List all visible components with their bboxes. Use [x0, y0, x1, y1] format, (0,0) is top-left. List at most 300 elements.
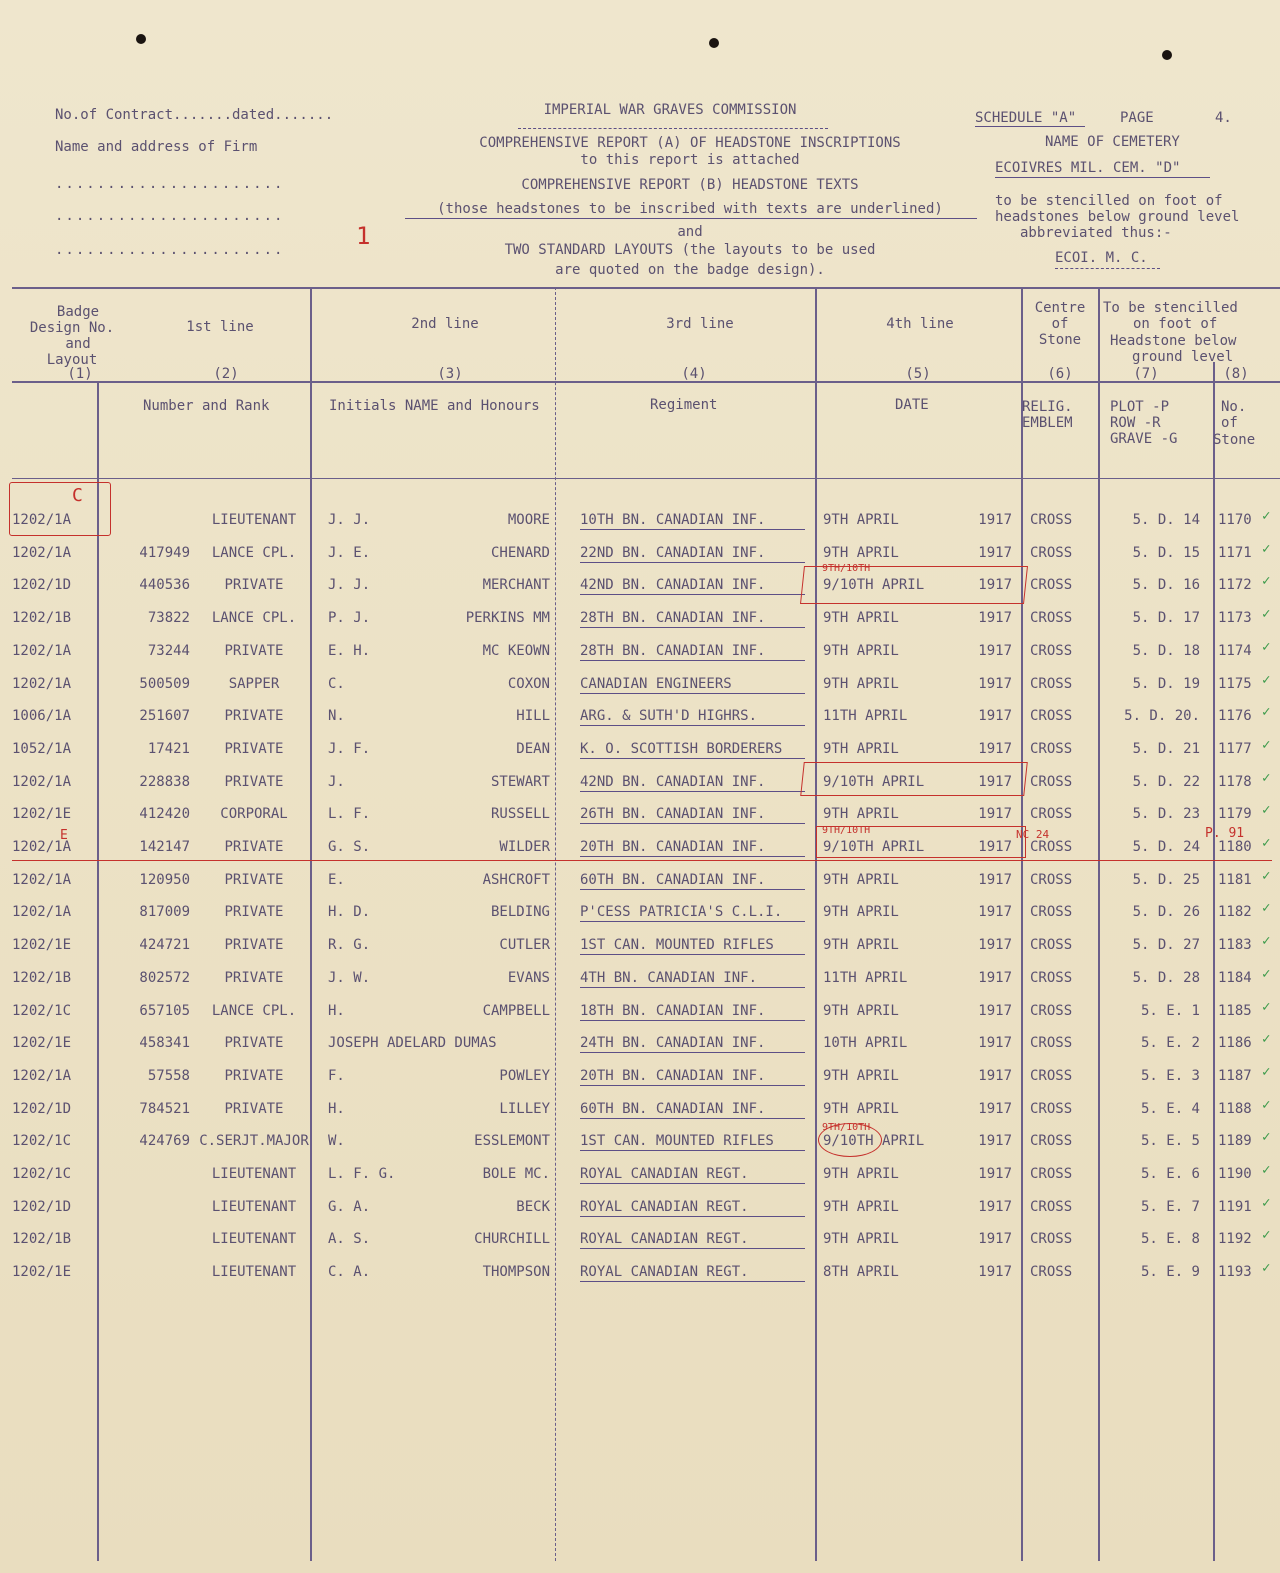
- cell-badge: 1202/1A: [12, 676, 72, 692]
- cell-emblem: CROSS: [1030, 610, 1073, 626]
- body-top-rule: [12, 478, 1280, 479]
- cell-emblem: CROSS: [1030, 676, 1073, 692]
- sub-header-emblem: RELIG.: [1022, 399, 1073, 415]
- schedule-label: SCHEDULE "A": [975, 110, 1077, 126]
- cell-name: MC KEOWN: [482, 643, 550, 659]
- col-number: (3): [437, 366, 463, 382]
- cell-name: WILDER: [499, 839, 550, 855]
- cell-grave: 5. D. 17: [1132, 610, 1200, 626]
- cell-name: CHENARD: [490, 545, 550, 561]
- cell-emblem: CROSS: [1030, 774, 1073, 790]
- cell-name: PERKINS MM: [465, 610, 550, 626]
- cell-initials: L. F.: [328, 806, 371, 822]
- sub-header-regiment: Regiment: [650, 397, 718, 413]
- cell-date: 9TH APRIL: [823, 1101, 899, 1117]
- cell-stone: 1190: [1218, 1166, 1252, 1182]
- col-divider: [97, 381, 99, 1561]
- cell-initials: J. J.: [328, 512, 371, 528]
- check-mark-icon: ✓: [1262, 639, 1271, 655]
- cell-initials: G. A.: [328, 1199, 371, 1215]
- cell-name: MOORE: [507, 512, 550, 528]
- layouts-line-2: are quoted on the badge design).: [555, 262, 825, 278]
- col-header-2nd: 2nd line: [411, 316, 479, 332]
- cell-rank: PRIVATE: [224, 1101, 284, 1117]
- cell-number: 440536: [139, 577, 190, 593]
- rule: [518, 128, 828, 130]
- check-mark-icon: ✓: [1262, 737, 1271, 753]
- cell-year: 1917: [978, 904, 1012, 920]
- check-mark-icon: ✓: [1262, 1031, 1271, 1047]
- col-header-3rd: 3rd line: [666, 316, 734, 332]
- cemetery-label: NAME OF CEMETERY: [1045, 134, 1180, 150]
- cell-regiment: 42ND BN. CANADIAN INF.: [580, 774, 766, 790]
- check-mark-icon: ✓: [1262, 606, 1271, 622]
- cell-rank: LIEUTENANT: [211, 1199, 297, 1215]
- regiment-underline: [580, 1248, 805, 1249]
- cell-year: 1917: [978, 806, 1012, 822]
- cell-emblem: CROSS: [1030, 1166, 1073, 1182]
- sub-header-name: Initials NAME and Honours: [329, 398, 540, 414]
- date-correction: 9TH/10TH: [822, 1122, 871, 1133]
- cell-badge: 1202/1B: [12, 610, 72, 626]
- sub-header-stone: Stone: [1213, 432, 1256, 448]
- cell-number: 817009: [139, 904, 190, 920]
- cell-rank: PRIVATE: [224, 904, 284, 920]
- cell-rank: PRIVATE: [224, 643, 284, 659]
- cell-year: 1917: [978, 1199, 1012, 1215]
- regiment-underline: [580, 725, 805, 726]
- cell-badge: 1202/1E: [12, 1035, 72, 1051]
- punch-hole: [136, 34, 146, 44]
- cell-date: 9TH APRIL: [823, 643, 899, 659]
- and-label: and: [677, 224, 703, 240]
- cell-date: 9TH APRIL: [823, 1166, 899, 1182]
- cell-stone: 1183: [1218, 937, 1252, 953]
- cell-date: 9TH APRIL: [823, 872, 899, 888]
- sub-header-date: DATE: [895, 397, 929, 413]
- cell-year: 1917: [978, 741, 1012, 757]
- date-correction: 9TH/10TH: [822, 825, 871, 836]
- regiment-underline: [580, 1183, 805, 1184]
- cell-initials: J. W.: [328, 970, 371, 986]
- page-number: 4.: [1215, 110, 1232, 126]
- cell-emblem: CROSS: [1030, 512, 1073, 528]
- cell-name: DEAN: [516, 741, 550, 757]
- cell-grave: 5. D. 23: [1132, 806, 1200, 822]
- contract-line: No.of Contract.......dated.......: [55, 107, 334, 123]
- cell-stone: 1191: [1218, 1199, 1252, 1215]
- col-header-centre: of: [1051, 316, 1069, 332]
- cell-rank: PRIVATE: [224, 741, 284, 757]
- cell-number: 424769: [139, 1133, 190, 1149]
- cell-grave: 5. D. 20.: [1124, 708, 1200, 724]
- cell-rank: PRIVATE: [224, 774, 284, 790]
- cell-stone: 1188: [1218, 1101, 1252, 1117]
- cell-rank: PRIVATE: [224, 708, 284, 724]
- cell-name: BELDING: [490, 904, 550, 920]
- red-strike-line: [12, 860, 1272, 861]
- col-header-badge: Layout: [46, 352, 98, 368]
- cell-year: 1917: [978, 839, 1012, 855]
- cell-regiment: 60TH BN. CANADIAN INF.: [580, 1101, 766, 1117]
- cell-year: 1917: [978, 577, 1012, 593]
- cell-number: 802572: [139, 970, 190, 986]
- cell-grave: 5. D. 27: [1132, 937, 1200, 953]
- cell-rank: PRIVATE: [224, 970, 284, 986]
- cell-regiment: 60TH BN. CANADIAN INF.: [580, 872, 766, 888]
- cell-badge: 1006/1A: [12, 708, 72, 724]
- col-divider: [1213, 362, 1215, 1561]
- cell-stone: 1193: [1218, 1264, 1252, 1280]
- sub-header-rank: Number and Rank: [143, 398, 270, 414]
- cell-grave: 5. E. 8: [1140, 1231, 1200, 1247]
- sub-header-grave: ROW -R: [1110, 415, 1161, 431]
- cell-initials: J.: [328, 774, 345, 790]
- cell-stone: 1185: [1218, 1003, 1252, 1019]
- cell-grave: 5. E. 5: [1140, 1133, 1200, 1149]
- cell-rank: C.SERJT.MAJOR: [199, 1133, 309, 1149]
- cell-date: 9TH APRIL: [823, 1231, 899, 1247]
- check-mark-icon: ✓: [1262, 1129, 1271, 1145]
- cell-stone: 1171: [1218, 545, 1252, 561]
- cell-initials: H. D.: [328, 904, 371, 920]
- check-mark-icon: ✓: [1262, 868, 1271, 884]
- cell-year: 1917: [978, 512, 1012, 528]
- cell-regiment: 24TH BN. CANADIAN INF.: [580, 1035, 766, 1051]
- cell-name: ASHCROFT: [482, 872, 550, 888]
- cell-grave: 5. E. 6: [1140, 1166, 1200, 1182]
- regiment-underline: [580, 954, 805, 955]
- table-top-rule: [12, 287, 1280, 289]
- cell-grave: 5. D. 21: [1132, 741, 1200, 757]
- punch-hole: [1162, 50, 1172, 60]
- cemetery-name: ECOIVRES MIL. CEM. "D": [995, 160, 1181, 176]
- cell-year: 1917: [978, 1166, 1012, 1182]
- cell-year: 1917: [978, 610, 1012, 626]
- check-mark-icon: ✓: [1262, 933, 1271, 949]
- page-label: PAGE: [1120, 110, 1154, 126]
- cell-initials: P. J.: [328, 610, 371, 626]
- cell-rank: PRIVATE: [224, 1035, 284, 1051]
- cell-stone: 1175: [1218, 676, 1252, 692]
- cell-date: 9/10TH APRIL: [823, 1133, 925, 1149]
- check-mark-icon: ✓: [1262, 770, 1271, 786]
- check-mark-icon: ✓: [1262, 573, 1271, 589]
- cell-regiment: ROYAL CANADIAN REGT.: [580, 1264, 749, 1280]
- col-header-4th: 4th line: [886, 316, 954, 332]
- cell-regiment: K. O. SCOTTISH BORDERERS: [580, 741, 783, 757]
- cell-initials: F.: [328, 1068, 345, 1084]
- cell-regiment: 10TH BN. CANADIAN INF.: [580, 512, 766, 528]
- cell-emblem: CROSS: [1030, 643, 1073, 659]
- cell-grave: 5. D. 28: [1132, 970, 1200, 986]
- cell-badge: 1202/1C: [12, 1133, 72, 1149]
- regiment-underline: [580, 1216, 805, 1217]
- dotted-line: ......................: [55, 176, 285, 192]
- cell-badge: 1202/1E: [12, 937, 72, 953]
- report-a-sub: to this report is attached: [580, 152, 800, 168]
- cell-stone: 1184: [1218, 970, 1252, 986]
- check-mark-icon: ✓: [1262, 900, 1271, 916]
- report-a: COMPREHENSIVE REPORT (A) OF HEADSTONE INSCRIPTIONS: [479, 135, 901, 151]
- cell-regiment: ROYAL CANADIAN REGT.: [580, 1231, 749, 1247]
- cell-year: 1917: [978, 1264, 1012, 1280]
- cell-initials: L. F. G.: [328, 1166, 396, 1182]
- col-number: (4): [681, 366, 707, 382]
- check-mark-icon: ✓: [1262, 704, 1271, 720]
- cell-number: 417949: [139, 545, 190, 561]
- cell-stone: 1176: [1218, 708, 1252, 724]
- dotted-line: ......................: [55, 208, 285, 224]
- cell-name: THOMPSON: [482, 1264, 550, 1280]
- cell-grave: 5. D. 24: [1132, 839, 1200, 855]
- cell-regiment: CANADIAN ENGINEERS: [580, 676, 732, 692]
- cell-date: 9/10TH APRIL: [823, 839, 925, 855]
- cell-date: 9TH APRIL: [823, 1003, 899, 1019]
- cell-badge: 1052/1A: [12, 741, 72, 757]
- abbreviation: ECOI. M. C.: [1055, 250, 1148, 266]
- cell-badge: 1202/1D: [12, 1199, 72, 1215]
- check-mark-icon: ✓: [1262, 1162, 1271, 1178]
- cell-regiment: 1ST CAN. MOUNTED RIFLES: [580, 937, 774, 953]
- cell-badge: 1202/1A: [12, 512, 72, 528]
- cell-number: 412420: [139, 806, 190, 822]
- cell-number: 458341: [139, 1035, 190, 1051]
- cell-stone: 1172: [1218, 577, 1252, 593]
- cell-stone: 1174: [1218, 643, 1252, 659]
- cell-name: CHURCHILL: [474, 1231, 550, 1247]
- cell-emblem: CROSS: [1030, 741, 1073, 757]
- regiment-underline: [580, 791, 805, 792]
- layouts-line: TWO STANDARD LAYOUTS (the layouts to be used: [504, 242, 876, 258]
- check-mark-icon: ✓: [1262, 541, 1271, 557]
- cell-year: 1917: [978, 676, 1012, 692]
- cell-badge: 1202/1E: [12, 1264, 72, 1280]
- cell-stone: 1182: [1218, 904, 1252, 920]
- cell-emblem: CROSS: [1030, 577, 1073, 593]
- cell-regiment: 42ND BN. CANADIAN INF.: [580, 577, 766, 593]
- cell-badge: 1202/1A: [12, 774, 72, 790]
- regiment-underline: [580, 987, 805, 988]
- cell-initials: G. S.: [328, 839, 371, 855]
- cell-rank: LIEUTENANT: [211, 1166, 297, 1182]
- col-header-stencil: Headstone below: [1110, 333, 1237, 349]
- underline: [405, 218, 977, 219]
- cell-grave: 5. E. 3: [1140, 1068, 1200, 1084]
- cell-regiment: ROYAL CANADIAN REGT.: [580, 1166, 749, 1182]
- check-mark-icon: ✓: [1262, 1260, 1271, 1276]
- sub-header-stone: No.: [1221, 399, 1247, 415]
- cell-rank: PRIVATE: [224, 839, 284, 855]
- cell-name: LILLEY: [499, 1101, 550, 1117]
- col-number: (2): [213, 366, 239, 382]
- cell-number: 500509: [139, 676, 190, 692]
- regiment-underline: [580, 1118, 805, 1119]
- check-mark-icon: ✓: [1262, 1195, 1271, 1211]
- cell-badge: 1202/1A: [12, 839, 72, 855]
- cell-emblem: CROSS: [1030, 545, 1073, 561]
- cell-emblem: CROSS: [1030, 937, 1073, 953]
- col-header-stencil: ground level: [1132, 349, 1234, 365]
- cell-name: HILL: [516, 708, 550, 724]
- cell-grave: 5. D. 14: [1132, 512, 1200, 528]
- cell-grave: 5. E. 2: [1140, 1035, 1200, 1051]
- cell-grave: 5. D. 22: [1132, 774, 1200, 790]
- check-mark-icon: ✓: [1262, 835, 1271, 851]
- cell-initials: JOSEPH ADELARD DUMAS: [328, 1035, 497, 1051]
- cell-emblem: CROSS: [1030, 1133, 1073, 1149]
- report-b-sub: (those headstones to be inscribed with texts are underlined): [437, 201, 943, 217]
- cell-emblem: CROSS: [1030, 1003, 1073, 1019]
- cell-regiment: P'CESS PATRICIA'S C.L.I.: [580, 904, 783, 920]
- side-note: NC 24: [1016, 828, 1050, 841]
- cell-stone: 1179: [1218, 806, 1252, 822]
- cell-year: 1917: [978, 1133, 1012, 1149]
- sub-header-grave: GRAVE -G: [1110, 431, 1178, 447]
- cell-regiment: 22ND BN. CANADIAN INF.: [580, 545, 766, 561]
- cell-badge: 1202/1C: [12, 1166, 72, 1182]
- cell-grave: 5. D. 19: [1132, 676, 1200, 692]
- cell-date: 9TH APRIL: [823, 806, 899, 822]
- cell-stone: 1180: [1218, 839, 1252, 855]
- cell-name: STEWART: [490, 774, 550, 790]
- cell-grave: 5. E. 1: [1140, 1003, 1200, 1019]
- cell-rank: PRIVATE: [224, 577, 284, 593]
- sub-header-emblem: EMBLEM: [1022, 415, 1073, 431]
- cell-emblem: CROSS: [1030, 806, 1073, 822]
- col-number: (5): [905, 366, 931, 382]
- cell-badge: 1202/1D: [12, 1101, 72, 1117]
- cell-badge: 1202/1A: [12, 904, 72, 920]
- cell-stone: 1170: [1218, 512, 1252, 528]
- cell-rank: CORPORAL: [220, 806, 288, 822]
- cell-rank: LANCE CPL.: [211, 545, 297, 561]
- cell-date: 9TH APRIL: [823, 676, 899, 692]
- cell-initials: J. E.: [328, 545, 371, 561]
- cell-badge: 1202/1B: [12, 1231, 72, 1247]
- cell-emblem: CROSS: [1030, 1199, 1073, 1215]
- report-b: COMPREHENSIVE REPORT (B) HEADSTONE TEXTS: [521, 177, 859, 193]
- cell-name: CUTLER: [499, 937, 550, 953]
- cell-rank: LANCE CPL.: [211, 610, 297, 626]
- cell-rank: PRIVATE: [224, 872, 284, 888]
- check-mark-icon: ✓: [1262, 508, 1271, 524]
- regiment-underline: [580, 1085, 805, 1086]
- cell-emblem: CROSS: [1030, 708, 1073, 724]
- regiment-underline: [580, 660, 805, 661]
- cell-regiment: 28TH BN. CANADIAN INF.: [580, 610, 766, 626]
- cell-grave: 5. E. 9: [1140, 1264, 1200, 1280]
- cell-year: 1917: [978, 872, 1012, 888]
- cell-name: ESSLEMONT: [474, 1133, 550, 1149]
- cell-badge: 1202/1A: [12, 872, 72, 888]
- regiment-underline: [580, 529, 805, 530]
- check-mark-icon: ✓: [1262, 802, 1271, 818]
- regiment-underline: [580, 1020, 805, 1021]
- cell-emblem: CROSS: [1030, 839, 1073, 855]
- regiment-underline: [580, 594, 805, 595]
- cell-stone: 1173: [1218, 610, 1252, 626]
- cell-initials: J. F.: [328, 741, 371, 757]
- cell-regiment: 20TH BN. CANADIAN INF.: [580, 839, 766, 855]
- regiment-underline: [580, 758, 805, 759]
- cell-name: RUSSELL: [490, 806, 550, 822]
- punch-hole: [709, 38, 719, 48]
- cell-date: 9TH APRIL: [823, 1068, 899, 1084]
- check-mark-icon: ✓: [1262, 1064, 1271, 1080]
- date-correction-box: [800, 762, 1028, 796]
- cell-emblem: CROSS: [1030, 1264, 1073, 1280]
- check-mark-icon: ✓: [1262, 999, 1271, 1015]
- col-header-badge: Badge: [56, 304, 100, 320]
- cell-year: 1917: [978, 937, 1012, 953]
- cell-regiment: ROYAL CANADIAN REGT.: [580, 1199, 749, 1215]
- cell-date: 8TH APRIL: [823, 1264, 899, 1280]
- cell-regiment: 1ST CAN. MOUNTED RIFLES: [580, 1133, 774, 1149]
- cell-regiment: 26TH BN. CANADIAN INF.: [580, 806, 766, 822]
- cell-regiment: 28TH BN. CANADIAN INF.: [580, 643, 766, 659]
- cell-year: 1917: [978, 970, 1012, 986]
- check-mark-icon: ✓: [1262, 672, 1271, 688]
- cell-initials: W.: [328, 1133, 345, 1149]
- cell-name: BECK: [516, 1199, 550, 1215]
- cell-date: 9TH APRIL: [823, 545, 899, 561]
- regiment-underline: [580, 823, 805, 824]
- cell-year: 1917: [978, 1231, 1012, 1247]
- cell-initials: N.: [328, 708, 345, 724]
- cell-number: 73822: [147, 610, 190, 626]
- cell-year: 1917: [978, 1035, 1012, 1051]
- correction-letter: E: [60, 828, 68, 843]
- cell-badge: 1202/1B: [12, 970, 72, 986]
- cell-date: 11TH APRIL: [823, 970, 908, 986]
- cell-badge: 1202/1A: [12, 545, 72, 561]
- cell-stone: 1177: [1218, 741, 1252, 757]
- cell-date: 9TH APRIL: [823, 741, 899, 757]
- cell-initials: J. J.: [328, 577, 371, 593]
- regiment-underline: [580, 889, 805, 890]
- side-note: P. 91: [1205, 826, 1245, 841]
- col-header-1st: 1st line: [186, 319, 254, 335]
- regiment-underline: [580, 562, 805, 563]
- cell-name: CAMPBELL: [482, 1003, 550, 1019]
- cell-year: 1917: [978, 1101, 1012, 1117]
- cell-rank: PRIVATE: [224, 937, 284, 953]
- firm-label: Name and address of Firm: [55, 139, 258, 155]
- cell-stone: 1187: [1218, 1068, 1252, 1084]
- cell-emblem: CROSS: [1030, 904, 1073, 920]
- cell-year: 1917: [978, 643, 1012, 659]
- regiment-underline: [580, 693, 805, 694]
- cell-initials: R. G.: [328, 937, 371, 953]
- cell-number: 784521: [139, 1101, 190, 1117]
- cell-grave: 5. D. 26: [1132, 904, 1200, 920]
- cell-stone: 1192: [1218, 1231, 1252, 1247]
- cell-emblem: CROSS: [1030, 1231, 1073, 1247]
- cell-initials: C.: [328, 676, 345, 692]
- cell-name: COXON: [507, 676, 550, 692]
- cell-emblem: CROSS: [1030, 970, 1073, 986]
- cell-badge: 1202/1E: [12, 806, 72, 822]
- cell-date: 9TH APRIL: [823, 937, 899, 953]
- regiment-underline: [580, 1052, 805, 1053]
- cell-initials: E.: [328, 872, 345, 888]
- cell-date: 9TH APRIL: [823, 904, 899, 920]
- col-header-badge: and: [65, 336, 91, 352]
- cell-name: BOLE MC.: [482, 1166, 550, 1182]
- cell-year: 1917: [978, 774, 1012, 790]
- cell-name: POWLEY: [499, 1068, 550, 1084]
